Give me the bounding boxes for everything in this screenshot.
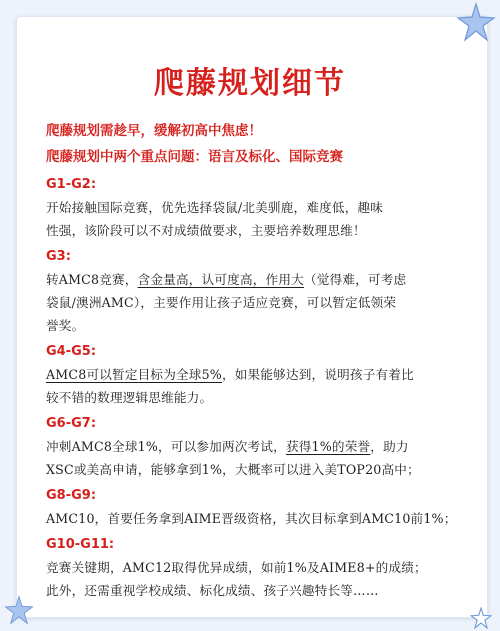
- section-line: [46, 219, 470, 242]
- intro-line: 爬藤规划中两个重点问题：语言及标化、国际竞赛: [46, 149, 343, 165]
- body-text: 袋鼠/澳洲AMC），主要作用让孩子适应竞赛，可以暂定低领荣: [46, 295, 397, 310]
- underlined-text: 含金量高，认可度高，作用大: [137, 272, 304, 287]
- section-line: [46, 363, 470, 386]
- section-line: [46, 556, 470, 579]
- body-text: XSC或美高申请，能够拿到1%，大概率可以进入美TOP20高中；: [46, 462, 420, 477]
- section-line: [46, 268, 470, 291]
- section-line: [46, 507, 470, 530]
- section-heading: G6-G7:: [46, 416, 97, 431]
- section-heading: G8-G9:: [46, 488, 97, 503]
- section-body: [46, 268, 470, 337]
- section-body: [46, 556, 470, 602]
- section-heading: G10-G11:: [46, 537, 115, 552]
- body-text: 竞赛关键期，AMC12取得优异成绩，如前1%及AIME8+的成绩；: [46, 560, 427, 575]
- star-icon: [4, 595, 34, 625]
- section-body: [46, 196, 470, 242]
- body-text: 此外，还需重视学校成绩、标化成绩、孩子兴趣特长等……: [46, 583, 379, 598]
- body-text: 誉奖。: [46, 318, 85, 333]
- sections-list: [46, 174, 470, 602]
- section-line: [46, 458, 470, 481]
- section-heading: G3:: [46, 249, 71, 264]
- underlined-text: AMC8可以暂定目标为全球5%: [46, 367, 222, 382]
- section-line: [46, 291, 470, 314]
- section-line: [46, 196, 470, 219]
- body-text: AMC10，首要任务拿到AIME晋级资格，其次目标拿到AMC10前1%；: [46, 511, 457, 526]
- body-text: ，助力: [370, 439, 409, 454]
- body-text: 转AMC8竞赛，: [46, 272, 138, 287]
- section-body: [46, 435, 470, 481]
- body-text: 较不错的数理逻辑思维能力。: [46, 390, 213, 405]
- body-text: 冲刺AMC8全球1%，可以参加两次考试，: [46, 439, 286, 454]
- section-body: [46, 507, 470, 530]
- section-heading: G4-G5:: [46, 344, 97, 359]
- section-heading: G1-G2:: [46, 177, 97, 192]
- section-line: [46, 579, 470, 602]
- section-body: [46, 363, 470, 409]
- document-content: [46, 118, 470, 602]
- star-icon: [470, 607, 492, 629]
- underlined-text: 获得1%的荣誉: [285, 439, 371, 454]
- intro-line: 爬藤规划需趁早，缓解初高中焦虑！: [46, 123, 262, 139]
- body-text: 性强，该阶段可以不对成绩做要求，主要培养数理思维！: [46, 223, 366, 238]
- star-icon: [456, 2, 496, 42]
- section-line: [46, 386, 470, 409]
- section-line: [46, 435, 470, 458]
- page-title: 爬藤规划细节: [154, 66, 346, 101]
- body-text: ，如果能够达到，说明孩子有着比: [221, 367, 414, 382]
- body-text: （觉得难，可考虑: [303, 272, 407, 287]
- section-line: [46, 314, 470, 337]
- body-text: 开始接触国际竞赛，优先选择袋鼠/北美驯鹿，难度低，趣味: [46, 200, 384, 215]
